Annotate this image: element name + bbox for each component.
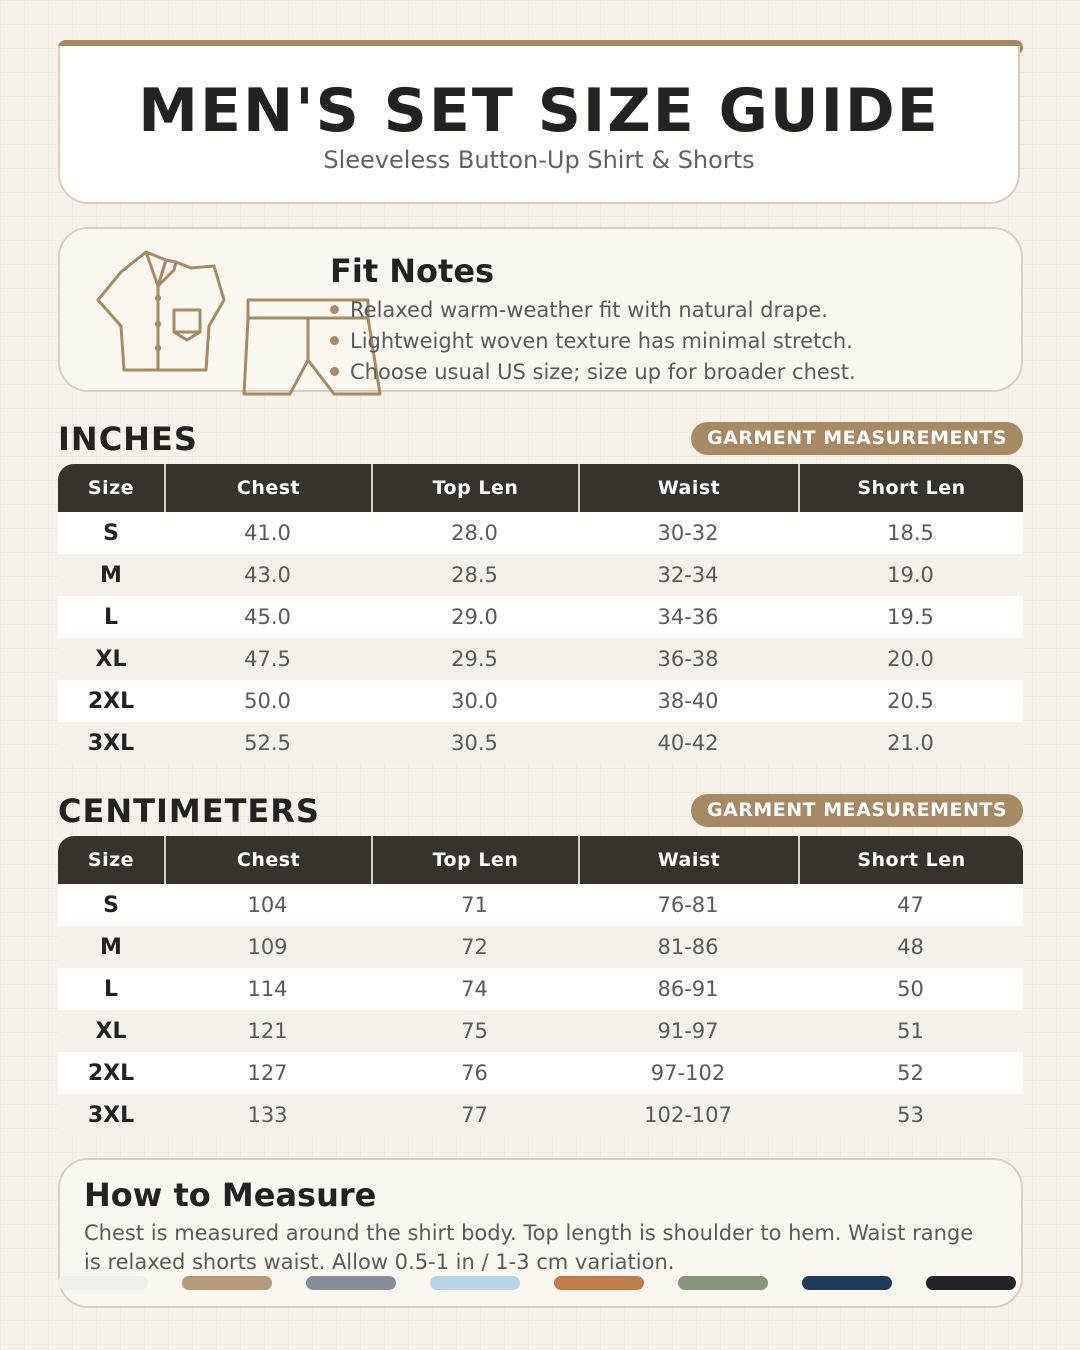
color-swatch xyxy=(678,1276,768,1290)
top-length-cell: 77 xyxy=(371,1094,578,1136)
table-row xyxy=(58,926,1023,968)
color-swatch xyxy=(430,1276,520,1290)
short-length-cell: 19.5 xyxy=(798,596,1023,638)
page-subtitle: Sleeveless Button-Up Shirt & Shorts xyxy=(323,146,755,174)
color-swatch xyxy=(554,1276,644,1290)
waist-cell: 86-91 xyxy=(578,968,798,1010)
short-length-cell: 20.5 xyxy=(798,680,1023,722)
column-header: Top Len xyxy=(371,464,578,512)
size-cell: XL xyxy=(58,1010,164,1052)
table-row xyxy=(58,512,1023,554)
title-card xyxy=(58,46,1020,204)
table-row xyxy=(58,596,1023,638)
centimeters-badge: GARMENT MEASUREMENTS xyxy=(691,794,1023,827)
page-title: MEN'S SET SIZE GUIDE xyxy=(138,76,940,146)
color-swatch xyxy=(802,1276,892,1290)
centimeters-section-title: CENTIMETERS xyxy=(58,792,320,830)
chest-cell: 109 xyxy=(164,926,371,968)
table-row xyxy=(58,1094,1023,1136)
color-swatch xyxy=(58,1276,148,1290)
size-cell: 3XL xyxy=(58,722,164,764)
table-row xyxy=(58,1052,1023,1094)
top-length-cell: 30.5 xyxy=(371,722,578,764)
column-header: Chest xyxy=(164,464,371,512)
column-header: Short Len xyxy=(798,836,1023,884)
waist-cell: 34-36 xyxy=(578,596,798,638)
fit-notes-title: Fit Notes xyxy=(330,252,495,290)
size-cell: 3XL xyxy=(58,1094,164,1136)
table-row xyxy=(58,680,1023,722)
how-to-measure-text: Chest is measured around the shirt body. Top length is shoulder to hem. Waist range is relaxed shorts waist. Allow 0.5-1 in / 1-3 cm variation. xyxy=(84,1221,974,1274)
chest-cell: 41.0 xyxy=(164,512,371,554)
chest-cell: 47.5 xyxy=(164,638,371,680)
waist-cell: 91-97 xyxy=(578,1010,798,1052)
short-length-cell: 52 xyxy=(798,1052,1023,1094)
waist-cell: 40-42 xyxy=(578,722,798,764)
chest-cell: 127 xyxy=(164,1052,371,1094)
inches-section-title: INCHES xyxy=(58,420,198,458)
fit-notes-list xyxy=(330,296,856,389)
table-header-row xyxy=(58,836,1023,884)
waist-cell: 81-86 xyxy=(578,926,798,968)
size-cell: L xyxy=(58,596,164,638)
size-cell: S xyxy=(58,512,164,554)
short-length-cell: 20.0 xyxy=(798,638,1023,680)
waist-cell: 30-32 xyxy=(578,512,798,554)
table-row xyxy=(58,968,1023,1010)
waist-cell: 38-40 xyxy=(578,680,798,722)
size-cell: L xyxy=(58,968,164,1010)
waist-cell: 36-38 xyxy=(578,638,798,680)
size-cell: 2XL xyxy=(58,1052,164,1094)
waist-cell: 32-34 xyxy=(578,554,798,596)
chest-cell: 43.0 xyxy=(164,554,371,596)
short-length-cell: 48 xyxy=(798,926,1023,968)
color-swatch xyxy=(182,1276,272,1290)
column-header: Top Len xyxy=(371,836,578,884)
bullet-icon xyxy=(330,367,339,376)
top-length-cell: 75 xyxy=(371,1010,578,1052)
top-length-cell: 29.5 xyxy=(371,638,578,680)
top-length-cell: 74 xyxy=(371,968,578,1010)
chest-cell: 104 xyxy=(164,884,371,926)
list-item: Lightweight woven texture has minimal stretch. xyxy=(330,327,856,358)
size-cell: 2XL xyxy=(58,680,164,722)
top-length-cell: 76 xyxy=(371,1052,578,1094)
table-row xyxy=(58,554,1023,596)
column-header: Chest xyxy=(164,836,371,884)
waist-cell: 97-102 xyxy=(578,1052,798,1094)
inches-table xyxy=(58,464,1023,764)
table-row xyxy=(58,1010,1023,1052)
bullet-icon xyxy=(330,336,339,345)
column-header: Waist xyxy=(578,836,798,884)
shirt-icon xyxy=(98,252,224,370)
chest-cell: 50.0 xyxy=(164,680,371,722)
chest-cell: 121 xyxy=(164,1010,371,1052)
size-cell: XL xyxy=(58,638,164,680)
color-swatches xyxy=(58,1276,1023,1290)
how-to-measure-title: How to Measure xyxy=(84,1176,377,1214)
chest-cell: 114 xyxy=(164,968,371,1010)
table-header-row xyxy=(58,464,1023,512)
short-length-cell: 51 xyxy=(798,1010,1023,1052)
waist-cell: 76-81 xyxy=(578,884,798,926)
chest-cell: 45.0 xyxy=(164,596,371,638)
color-swatch xyxy=(306,1276,396,1290)
color-swatch xyxy=(926,1276,1016,1290)
short-length-cell: 50 xyxy=(798,968,1023,1010)
column-header: Waist xyxy=(578,464,798,512)
column-header: Size xyxy=(58,464,164,512)
size-cell: M xyxy=(58,554,164,596)
top-length-cell: 28.5 xyxy=(371,554,578,596)
top-length-cell: 71 xyxy=(371,884,578,926)
centimeters-table xyxy=(58,836,1023,1136)
top-length-cell: 28.0 xyxy=(371,512,578,554)
inches-badge: GARMENT MEASUREMENTS xyxy=(691,422,1023,455)
column-header: Size xyxy=(58,836,164,884)
column-header: Short Len xyxy=(798,464,1023,512)
top-length-cell: 72 xyxy=(371,926,578,968)
chest-cell: 52.5 xyxy=(164,722,371,764)
top-length-cell: 30.0 xyxy=(371,680,578,722)
table-row xyxy=(58,884,1023,926)
short-length-cell: 47 xyxy=(798,884,1023,926)
short-length-cell: 19.0 xyxy=(798,554,1023,596)
size-cell: S xyxy=(58,884,164,926)
waist-cell: 102-107 xyxy=(578,1094,798,1136)
table-row xyxy=(58,638,1023,680)
table-row xyxy=(58,722,1023,764)
short-length-cell: 21.0 xyxy=(798,722,1023,764)
list-item: Choose usual US size; size up for broader chest. xyxy=(330,358,856,389)
top-length-cell: 29.0 xyxy=(371,596,578,638)
chest-cell: 133 xyxy=(164,1094,371,1136)
short-length-cell: 18.5 xyxy=(798,512,1023,554)
list-item: Relaxed warm-weather fit with natural drape. xyxy=(330,296,856,327)
size-cell: M xyxy=(58,926,164,968)
short-length-cell: 53 xyxy=(798,1094,1023,1136)
bullet-icon xyxy=(330,305,339,314)
